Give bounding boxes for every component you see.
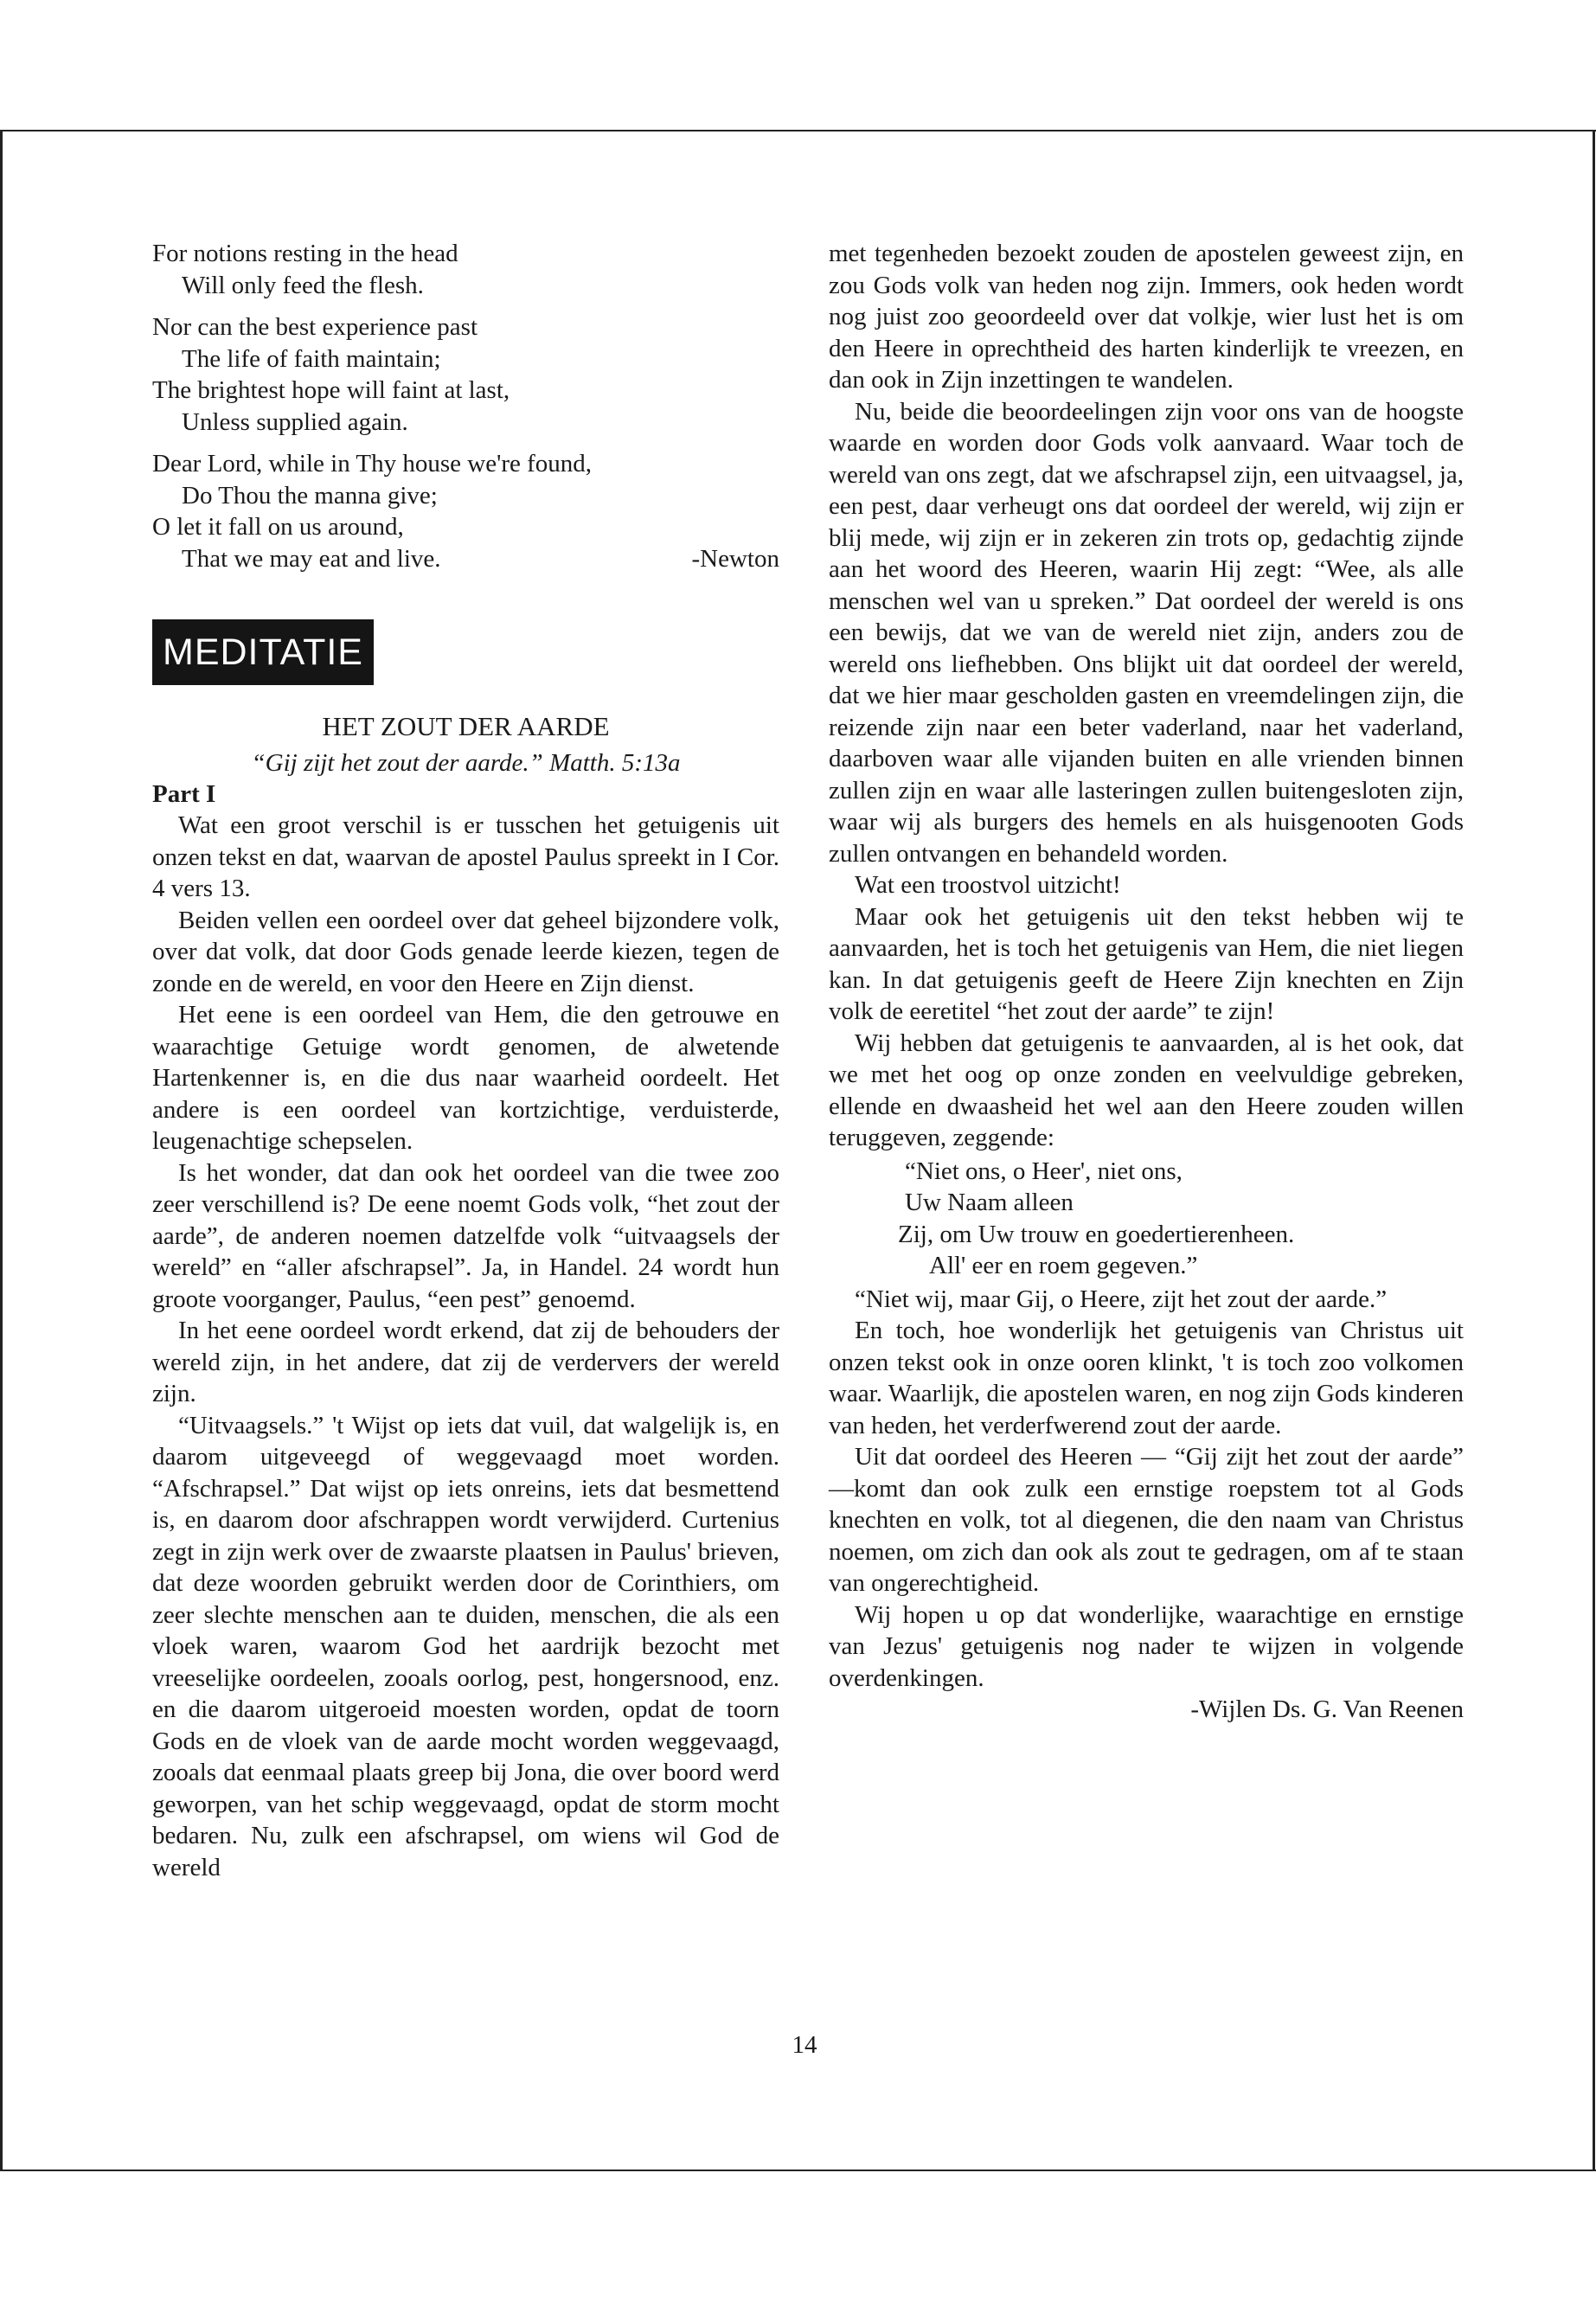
verse-quote	[829, 1156, 1464, 1282]
scan-border-right	[1593, 130, 1595, 2171]
poem-line: The life of faith maintain;	[182, 344, 441, 373]
paragraph: Het eene is een oordeel van Hem, die den getrouwe en waarachtige Getuige wordt genomen, de alwetende Hartenkenner is, en die dus naar waarheid oordeelt. Het andere is een oordeel van kortzichtige, verduisterde, leugenachtige schepselen.	[152, 1001, 779, 1155]
scan-border-top	[0, 130, 1596, 131]
poem-line: That we may eat and live.	[182, 544, 441, 573]
verse-line: “Niet ons, o Heer', niet ons,	[905, 1157, 1183, 1185]
poem-line: Do Thou the manna give;	[182, 481, 438, 510]
scan-border-left	[0, 130, 3, 2171]
paragraph: Beiden vellen een oordeel over dat geheel bijzondere volk, over dat volk, dat door Gods genade leerde kiezen, tegen de zonde en de wereld, en voor den Heere en Zijn dienst.	[152, 906, 779, 997]
section-banner-wrap	[152, 619, 779, 687]
part-label: Part I	[152, 780, 216, 808]
paragraph: “Niet wij, maar Gij, o Heere, zijt het zout der aarde.”	[855, 1285, 1388, 1313]
page-number: 14	[792, 2031, 817, 2059]
poem-stanza-1	[152, 238, 779, 301]
paragraph: met tegenheden bezoekt zouden de apostelen geweest zijn, en zou Gods volk van heden nog zijn. Immers, ook heden wordt nog juist zoo geoordeeld over dat volkje, wier lust het is om den Heere in oprechtheid des harten kinderlijk te vreezen, en dan ook in Zijn inzettingen te wandelen.	[829, 240, 1464, 394]
paragraph: Maar ook het getuigenis uit den tekst hebben wij te aanvaarden, het is toch het getuigenis van Hem, die niet liegen kan. In dat getuigenis geeft de Heere Zijn knechten en Zijn volk de eeretitel “het zout der aarde” te zijn!	[829, 902, 1464, 1025]
article-title: HET ZOUT DER AARDE	[322, 711, 610, 741]
verse-line: All' eer en roem gegeven.”	[929, 1252, 1198, 1279]
right-column	[829, 238, 1464, 1726]
poem-line: Unless supplied again.	[182, 407, 408, 436]
paragraph: Nu, beide die beoordeelingen zijn voor ons van de hoogste waarde en worden door Gods volk aanvaard. Waar toch de wereld van ons zegt, dat we afschrapsel zijn, een uitvaagsel, ja, een pest, daar verheugt ons dat oordeel der wereld, wij zijn er blij mede, wij zijn er in zekeren zin trots op, gedachtig zijnde aan het woord des Heeren, waarin Hij zegt: “Wee, als alle menschen wel van u spreken.” Dat oordeel der wereld is ons een bewijs, dat we van de wereld niet zijn, anders zou de wereld ons liefhebben. Ons blijkt uit dat oordeel der wereld, dat we hier maar gescholden gasten en vreemdelingen zijn, die reizende zijn naar een beter vaderland, naar het vaderland, daarboven waar alle vijanden buiten en alle vrienden binnen zullen zijn en waar alle lasteringen zullen buitengesloten zijn, waar wij als burgers des hemels en als huisgenooten Gods zullen ontvangen en behandeld worden.	[829, 397, 1464, 868]
scan-border-bottom	[0, 2170, 1596, 2171]
poem-line: The brightest hope will faint at last,	[152, 376, 510, 404]
poem-line: For notions resting in the head	[152, 240, 458, 267]
author-signature: -Wijlen Ds. G. Van Reenen	[1190, 1695, 1464, 1723]
paragraph: Uit dat oordeel des Heeren — “Gij zijt het zout der aarde” —komt dan ook zulk een ernstige roepstem tot al Gods knechten en volk, tot al diegenen, die den naam van Christus noemen, om zich dan ook als zout te gedragen, om af te staan van ongerechtigheid.	[829, 1443, 1464, 1597]
verse-line: Zij, om Uw trouw en goedertierenheen.	[898, 1220, 1295, 1248]
paragraph: Wij hopen u op dat wonderlijke, waarachtige en ernstige van Jezus' getuigenis nog nader te wijzen in volgende overdenkingen.	[829, 1600, 1464, 1692]
poem-line: O let it fall on us around,	[152, 513, 404, 541]
paragraph: Wat een groot verschil is er tusschen het getuigenis uit onzen tekst en dat, waarvan de apostel Paulus spreekt in I Cor. 4 vers 13.	[152, 811, 779, 902]
paragraph: “Uitvaagsels.” 't Wijst op iets dat vuil, dat walgelijk is, en daarom uitgeveegd of weggevaagd moet worden. “Afschrapsel.” Dat wijst op iets onreins, iets dat besmettend is, en daarom door afschrappen wordt verwijderd. Curtenius zegt in zijn werk over de zwaarste plaatsen in Paulus' brieven, dat deze woorden gebruikt werden door de Corinthiers, om zeer slechte menschen aan te duiden, menschen, die als een vloek waren, waarom God het aardrijk bezocht met vreeselijke oordeelen, zooals oorlog, pest, hongersnood, enz. en die daarom uitgeroeid moesten worden, opdat de toorn Gods en de vloek van de aarde mocht worden weggevaagd, zooals dat eenmaal plaats greep bij Jona, die over boord werd geworpen, van het schip weggevaagd, opdat de storm mocht bedaren. Nu, zulk een afschrapsel, om wiens wil God de wereld	[152, 1411, 779, 1881]
poem-line: Will only feed the flesh.	[182, 271, 424, 299]
article-subtitle: “Gij zijt het zout der aarde.” Matth. 5:13a	[251, 749, 681, 777]
poem-line: Nor can the best experience past	[152, 313, 478, 341]
paragraph: Wij hebben dat getuigenis te aanvaarden, al is het ook, dat we met het oog op onze zonden en veelvuldige gebreken, ellende en dwaasheid het wel aan den Heere zouden willen teruggeven, zeggende:	[829, 1029, 1464, 1151]
verse-line: Uw Naam alleen	[905, 1189, 1074, 1216]
paragraph: En toch, hoe wonderlijk het getuigenis van Christus uit onzen tekst ook in onze ooren klinkt, 't is toch zoo volkomen waar. Waarlijk, die apostelen waren, en nog zijn Gods kinderen van heden, het verderfwerend zout der aarde.	[829, 1317, 1464, 1439]
poem-line: Dear Lord, while in Thy house we're found,	[152, 450, 593, 478]
poem	[152, 238, 779, 574]
section-banner: MEDITATIE	[152, 619, 374, 685]
paragraph: In het eene oordeel wordt erkend, dat zij de behouders der wereld zijn, in het andere, dat zij de verdervers der wereld zijn.	[152, 1317, 779, 1407]
poem-stanza-2	[152, 311, 779, 438]
paragraph: Wat een troostvol uitzicht!	[855, 871, 1121, 899]
paragraph: Is het wonder, dat dan ook het oordeel van die twee zoo zeer verschillend is? De eene noemt Gods volk, “het zout der aarde”, de anderen noemen datzelfde volk “uitvaagsels der wereld” en “aller afschrapsel”. Ja, in Handel. 24 wordt hun groote voorganger, Paulus, “een pest” genoemd.	[152, 1158, 779, 1313]
left-column	[152, 238, 779, 1883]
poem-last-line-row	[152, 543, 779, 575]
poem-stanza-3	[152, 448, 779, 574]
poem-attribution: -Newton	[691, 544, 779, 573]
